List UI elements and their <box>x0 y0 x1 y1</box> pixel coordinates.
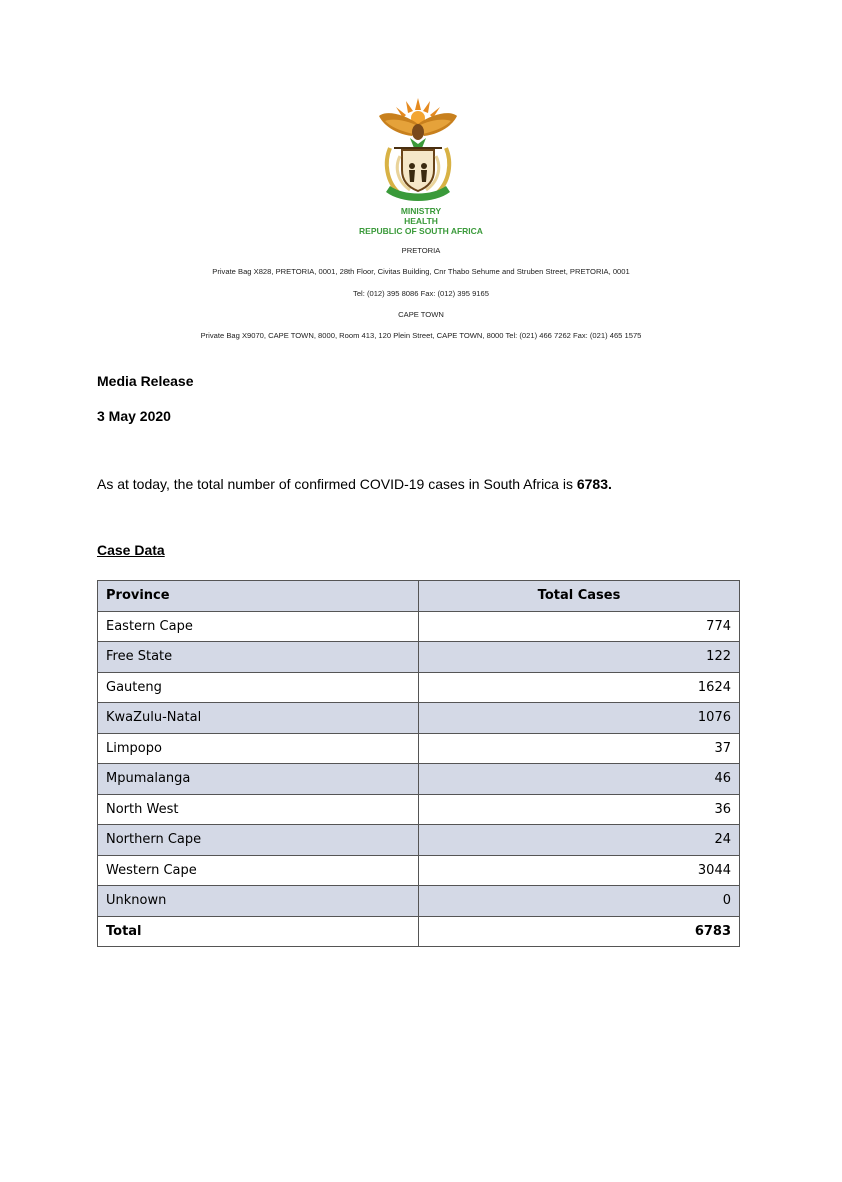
cases-cell: 1624 <box>419 672 740 703</box>
total-value-cell: 6783 <box>419 916 740 947</box>
province-cell: North West <box>98 794 419 825</box>
ministry-line-2: HEALTH <box>404 216 438 226</box>
release-type: Media Release <box>97 373 194 389</box>
case-data-title: Case Data <box>97 542 165 558</box>
column-header-total-cases: Total Cases <box>419 581 740 612</box>
cases-cell: 3044 <box>419 855 740 886</box>
table-row <box>98 733 740 764</box>
table-row <box>98 672 740 703</box>
ministry-line-1: MINISTRY <box>400 206 442 216</box>
table-row <box>98 703 740 734</box>
table-row <box>98 886 740 917</box>
pretoria-address: Private Bag X828, PRETORIA, 0001, 28th Floor, Civitas Building, Cnr Thabo Sehume and Struben Street, PRETORIA, 0001 <box>212 267 630 276</box>
coat-of-arms-icon <box>376 96 460 204</box>
total-label-cell: Total <box>98 916 419 947</box>
province-cell: Northern Cape <box>98 825 419 856</box>
province-cell: Unknown <box>98 886 419 917</box>
table-header-row <box>98 581 740 612</box>
table-row <box>98 764 740 795</box>
ministry-line-3: REPUBLIC OF SOUTH AFRICA <box>359 226 483 236</box>
capetown-label: CAPE TOWN <box>398 310 444 319</box>
cases-cell: 774 <box>419 611 740 642</box>
case-data-table <box>97 580 740 947</box>
statement-total: 6783. <box>576 476 612 492</box>
statement <box>97 476 612 492</box>
province-cell: Gauteng <box>98 672 419 703</box>
table-row <box>98 642 740 673</box>
table-row <box>98 611 740 642</box>
release-date: 3 May 2020 <box>97 408 171 424</box>
cases-cell: 46 <box>419 764 740 795</box>
province-cell: KwaZulu-Natal <box>98 703 419 734</box>
province-cell: Free State <box>98 642 419 673</box>
cases-cell: 24 <box>419 825 740 856</box>
province-cell: Mpumalanga <box>98 764 419 795</box>
pretoria-label: PRETORIA <box>401 246 441 255</box>
pretoria-phone: Tel: (012) 395 8086 Fax: (012) 395 9165 <box>353 289 489 298</box>
statement-prefix: As at today, the total number of confirmed COVID-19 cases in South Africa is <box>97 476 577 492</box>
table-row <box>98 794 740 825</box>
table-total-row <box>98 916 740 947</box>
province-cell: Limpopo <box>98 733 419 764</box>
cases-cell: 36 <box>419 794 740 825</box>
cases-cell: 1076 <box>419 703 740 734</box>
table-row <box>98 825 740 856</box>
cases-cell: 122 <box>419 642 740 673</box>
province-cell: Eastern Cape <box>98 611 419 642</box>
table-row <box>98 855 740 886</box>
capetown-address: Private Bag X9070, CAPE TOWN, 8000, Room 413, 120 Plein Street, CAPE TOWN, 8000 Tel: (021) 466 7262 Fax: (021) 465 1575 <box>200 331 642 340</box>
cases-cell: 37 <box>419 733 740 764</box>
column-header-province: Province <box>98 581 419 612</box>
cases-cell: 0 <box>419 886 740 917</box>
province-cell: Western Cape <box>98 855 419 886</box>
